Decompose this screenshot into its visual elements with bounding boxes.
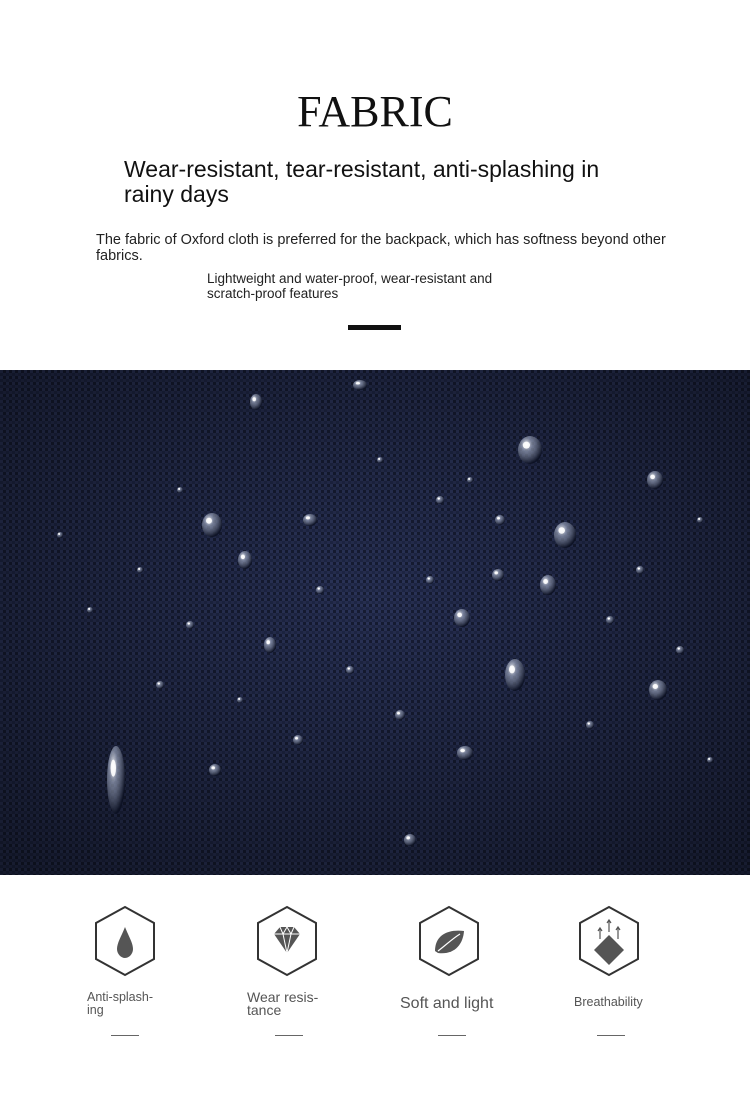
feature-list xyxy=(0,905,750,1055)
feature-dash xyxy=(597,1035,625,1036)
feature-dash xyxy=(438,1035,466,1036)
water-drop xyxy=(436,496,444,504)
water-drop-highlight xyxy=(397,712,400,715)
water-drop-highlight xyxy=(58,533,60,535)
water-drop-highlight xyxy=(206,518,212,524)
water-drop-highlight xyxy=(378,458,380,460)
water-drop xyxy=(250,394,262,410)
water-drop xyxy=(540,575,556,595)
water-drop xyxy=(492,569,504,581)
water-drop-highlight xyxy=(438,498,440,500)
breathability-icon xyxy=(578,905,640,977)
feature-label-wear-resistance: Wear resis-tance xyxy=(247,989,319,1018)
water-drop xyxy=(606,616,614,624)
water-drop-highlight xyxy=(348,668,350,670)
water-drop xyxy=(202,513,222,537)
water-drop-highlight xyxy=(543,579,548,584)
water-drop xyxy=(647,471,663,489)
water-drop xyxy=(293,735,303,745)
description: The fabric of Oxford cloth is preferred for the backpack, which has softness beyond other fabrics. xyxy=(96,232,666,264)
water-drop-highlight xyxy=(158,683,160,685)
feature-label-anti-splash: Anti-splash-ing xyxy=(87,990,153,1017)
water-drop-highlight xyxy=(497,517,500,520)
feature-wear-resistance xyxy=(256,905,318,977)
water-drop xyxy=(237,697,243,703)
water-drop xyxy=(457,746,473,760)
feature-soft-light xyxy=(418,905,480,977)
water-drop xyxy=(303,514,317,526)
water-drop-highlight xyxy=(428,578,430,580)
subline: Lightweight and water-proof, wear-resistant and scratch-proof features xyxy=(207,271,493,301)
water-drop xyxy=(586,721,594,729)
water-drop-highlight xyxy=(241,555,245,560)
water-drop-highlight xyxy=(88,608,90,610)
feature-breathability xyxy=(578,905,640,977)
headline: Wear-resistant, tear-resistant, anti-splashing in rainy days xyxy=(124,156,600,207)
water-drop xyxy=(209,764,221,776)
water-drop-highlight xyxy=(468,478,470,480)
water-drop xyxy=(346,666,354,674)
water-drop-highlight xyxy=(111,760,116,777)
water-drop xyxy=(395,710,405,720)
page-title: FABRIC xyxy=(297,87,453,136)
water-drop-highlight xyxy=(650,475,655,480)
water-drop-highlight xyxy=(178,488,180,490)
water-drop xyxy=(404,834,416,846)
water-drop-highlight xyxy=(638,568,640,570)
water-drop xyxy=(238,551,252,569)
feature-dash xyxy=(111,1035,139,1036)
water-drop-highlight xyxy=(460,749,465,753)
water-drop xyxy=(697,517,703,523)
feature-label-breathability: Breathability xyxy=(574,995,643,1009)
water-drop-highlight xyxy=(523,442,530,449)
water-drop-highlight xyxy=(295,737,298,740)
water-drop-highlight xyxy=(138,568,140,570)
water-drop xyxy=(426,576,434,584)
water-drop-highlight xyxy=(406,836,410,839)
water-drop-highlight xyxy=(509,665,515,673)
water-drop-highlight xyxy=(306,516,310,519)
water-drop-highlight xyxy=(708,758,710,760)
divider-bar xyxy=(348,325,401,330)
water-drop xyxy=(495,515,505,525)
feature-anti-splash xyxy=(94,905,156,977)
leaf-icon xyxy=(418,905,480,977)
water-drop xyxy=(454,609,470,627)
water-drop-highlight xyxy=(608,618,610,620)
water-drop xyxy=(505,659,525,691)
water-drop-highlight xyxy=(356,382,360,385)
water-drop xyxy=(649,680,667,700)
water-drop xyxy=(177,487,183,493)
water-drop-highlight xyxy=(266,640,270,644)
water-drop xyxy=(554,522,576,548)
water-drop xyxy=(676,646,684,654)
water-drop-highlight xyxy=(318,588,320,590)
water-drop-highlight xyxy=(238,698,240,700)
diamond-icon xyxy=(256,905,318,977)
water-drop-highlight xyxy=(457,613,462,618)
water-drop xyxy=(107,746,125,814)
water-drop-icon xyxy=(94,905,156,977)
water-drop xyxy=(186,621,194,629)
water-drop-highlight xyxy=(698,518,700,520)
water-drop-highlight xyxy=(678,648,680,650)
feature-dash xyxy=(275,1035,303,1036)
water-drop xyxy=(316,586,324,594)
water-drop-highlight xyxy=(494,571,498,574)
water-drop-highlight xyxy=(252,397,256,401)
water-drop-highlight xyxy=(653,684,658,689)
water-drop xyxy=(467,477,473,483)
water-drop-highlight xyxy=(588,723,590,725)
water-drop xyxy=(264,637,276,653)
water-drop xyxy=(636,566,644,574)
water-drop-highlight xyxy=(211,766,215,769)
water-drop-highlight xyxy=(188,623,190,625)
water-drops-illustration xyxy=(0,370,750,875)
water-drop xyxy=(87,607,93,613)
water-drop xyxy=(377,457,383,463)
water-drop xyxy=(137,567,143,573)
water-drop-highlight xyxy=(558,527,565,534)
water-drop xyxy=(156,681,164,689)
feature-label-soft-light: Soft and light xyxy=(400,995,494,1012)
water-drop xyxy=(707,757,713,763)
water-drop xyxy=(57,532,63,538)
water-drop xyxy=(353,380,367,390)
fabric-photo xyxy=(0,370,750,875)
water-drop xyxy=(518,436,542,464)
